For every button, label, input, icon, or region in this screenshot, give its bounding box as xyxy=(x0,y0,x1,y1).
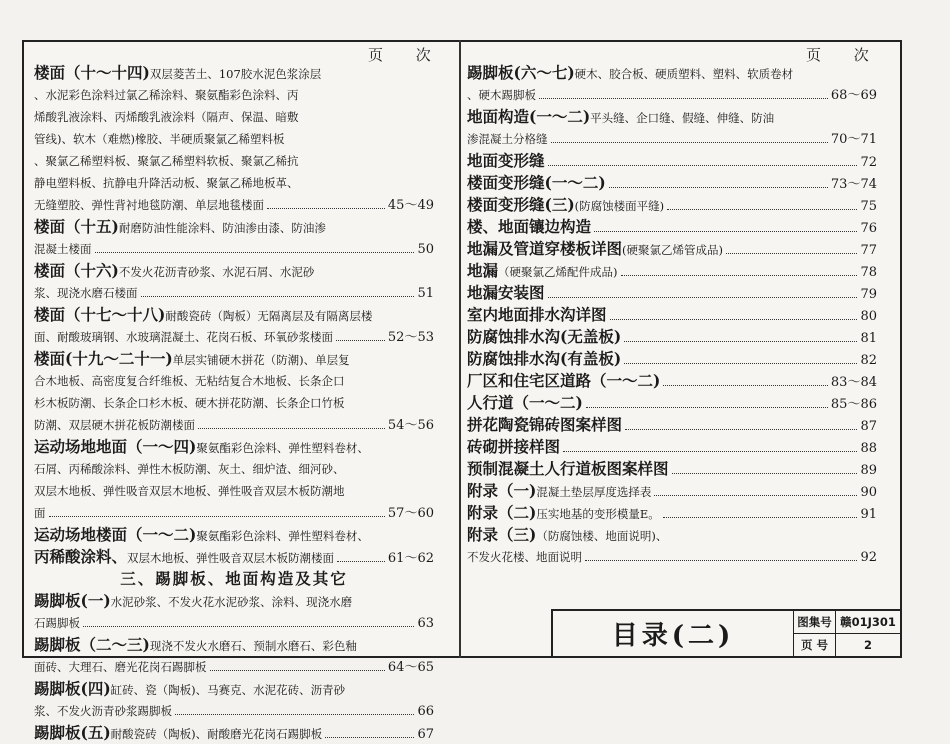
toc-entry-line xyxy=(467,150,877,172)
toc-entry-title: 丙稀酸涂料、 xyxy=(34,547,128,566)
dot-leader xyxy=(198,428,385,429)
toc-entry-line xyxy=(34,128,434,150)
toc-entry-detail: 防潮、双层硬木拼花板防潮楼面 xyxy=(34,418,195,432)
toc-entry[interactable] xyxy=(467,62,877,106)
toc-entry[interactable] xyxy=(467,260,877,282)
toc-entry-detail: 面砖、大理石、磨光花岗石踢脚板 xyxy=(34,660,207,674)
toc-page-number: 90 xyxy=(860,485,877,500)
toc-entry-line xyxy=(467,194,877,216)
toc-entry-line xyxy=(467,238,877,260)
toc-entry-line xyxy=(467,62,877,84)
toc-entry-title: 踢脚板(四) xyxy=(34,679,111,698)
toc-entry-title: 预制混凝土人行道板图案样图 xyxy=(467,459,669,478)
toc-entry[interactable] xyxy=(467,172,877,194)
toc-page-number: 87 xyxy=(860,419,877,434)
toc-entry-detail: 烯酸乳液涂料、丙烯酸乳液涂料（隔声、保温、暗敷 xyxy=(34,110,299,124)
section-heading: 三、踢脚板、地面构造及其它 xyxy=(120,569,348,588)
toc-entry[interactable] xyxy=(467,194,877,216)
toc-entry-detail: 不发火花楼、地面说明 xyxy=(467,550,582,564)
dot-leader xyxy=(548,165,858,166)
toc-entry-title: 运动场地地面（一～四) xyxy=(34,437,197,456)
toc-page-number: 73～74 xyxy=(830,177,877,192)
dot-leader xyxy=(672,473,858,474)
toc-entry[interactable] xyxy=(467,436,877,458)
toc-entry-line xyxy=(34,150,434,172)
toc-entry-detail: 管线)、软木（难燃)橡胶、半硬质聚氯乙稀塑料板 xyxy=(34,132,285,146)
toc-entry-title: 楼面（十～十四) xyxy=(34,63,150,82)
toc-entry[interactable] xyxy=(467,326,877,348)
toc-entry-detail: 面、耐酸玻璃钢、水玻璃混凝土、花岗石板、环氧砂浆楼面 xyxy=(34,330,333,344)
toc-entry-line xyxy=(467,480,877,502)
toc-page-number: 79 xyxy=(860,287,877,302)
toc-page-number: 50 xyxy=(417,242,434,257)
toc-entry-detail: 单层实铺硬木拼花（防潮)、单层复 xyxy=(172,353,350,367)
toc-entry-title: 砖砌拼接样图 xyxy=(467,437,561,456)
toc-page-number: 45～49 xyxy=(387,198,434,213)
toc-entry-detail: 混凝土楼面 xyxy=(34,242,92,256)
toc-entry-detail: 静电塑料板、抗静电升降活动板、聚氯乙稀地板革、 xyxy=(34,176,299,190)
toc-entry-detail: 浆、现浇水磨石楼面 xyxy=(34,286,138,300)
toc-entry[interactable] xyxy=(467,458,877,480)
toc-entry-line xyxy=(467,172,877,194)
title-block xyxy=(551,609,900,656)
toc-entry-line xyxy=(467,128,877,150)
toc-entry[interactable] xyxy=(34,260,434,304)
toc-entry-line xyxy=(467,282,877,304)
toc-entry-line xyxy=(34,304,434,326)
toc-entry-line xyxy=(34,238,434,260)
toc-entry-title: 楼面变形缝(一～二) xyxy=(467,173,606,192)
dot-leader xyxy=(563,451,857,452)
toc-entry-line xyxy=(34,414,434,436)
toc-entry-line xyxy=(34,678,434,700)
toc-entry-line xyxy=(34,62,434,84)
toc-entry-title: 附录（一) xyxy=(467,481,537,500)
toc-entry-line xyxy=(467,458,877,480)
toc-entry[interactable] xyxy=(34,436,434,524)
toc-entry-detail: 、聚氯乙稀塑料板、聚氯乙稀塑料软板、聚氯乙稀抗 xyxy=(34,154,299,168)
toc-entry-title: 踢脚板(六～七) xyxy=(467,63,575,82)
toc-entry-title: 地漏安装图 xyxy=(467,283,545,302)
toc-entry-title: 附录（三) xyxy=(467,525,537,544)
toc-entry-line xyxy=(34,656,434,678)
toc-page-number: 91 xyxy=(860,507,877,522)
toc-entry-line xyxy=(34,216,434,238)
page-header-left: 页 次 xyxy=(368,46,445,64)
toc-entry[interactable] xyxy=(467,414,877,436)
column-divider xyxy=(459,40,461,658)
toc-entry-line xyxy=(467,260,877,282)
toc-entry-detail: 浆、不发火沥青砂浆踢脚板 xyxy=(34,704,172,718)
toc-entry-line xyxy=(467,546,877,568)
toc-entry-detail: 、硬木踢脚板 xyxy=(467,88,536,102)
toc-entry[interactable] xyxy=(467,370,877,392)
drawing-title: 目录(二) xyxy=(553,611,794,656)
toc-entry[interactable] xyxy=(34,722,434,744)
dot-leader xyxy=(621,275,858,276)
dot-leader xyxy=(654,495,857,496)
dot-leader xyxy=(586,407,828,408)
page-header-right: 页 次 xyxy=(806,46,883,64)
toc-entry-detail: （防腐蚀楼、地面说明)、 xyxy=(536,529,668,543)
toc-entry-line xyxy=(467,304,877,326)
dot-leader xyxy=(141,296,415,297)
dot-leader xyxy=(667,209,857,210)
dot-leader xyxy=(337,561,385,562)
toc-page-number: 76 xyxy=(860,221,877,236)
toc-entry-title: 踢脚板(五) xyxy=(34,723,111,742)
toc-entry-line xyxy=(34,612,434,634)
toc-entry[interactable] xyxy=(467,216,877,238)
toc-page-number: 52～53 xyxy=(387,330,434,345)
toc-entry-line xyxy=(34,392,434,414)
toc-page-number: 51 xyxy=(417,286,434,301)
dot-leader xyxy=(325,737,414,738)
toc-entry-detail: 聚氨酯彩色涂料、弹性塑料卷材、 xyxy=(196,529,369,543)
toc-entry-line xyxy=(467,106,877,128)
atlas-number-value: 赣01J301 xyxy=(836,611,900,634)
toc-entry-detail: 缸砖、瓷（陶板)、马赛克、水泥花砖、沥青砂 xyxy=(110,683,346,697)
toc-entry-detail: 聚氨酯彩色涂料、弹性塑料卷材、 xyxy=(196,441,369,455)
dot-leader xyxy=(663,517,858,518)
toc-entry-detail: 水泥砂浆、不发火花水泥砂浆、涂料、现浇水磨 xyxy=(110,595,353,609)
toc-entry-detail: 硬木、胶合板、硬质塑料、塑料、软质卷材 xyxy=(574,67,794,81)
toc-entry[interactable] xyxy=(467,392,877,414)
toc-entry[interactable] xyxy=(467,150,877,172)
toc-page-number: 83～84 xyxy=(830,375,877,390)
toc-entry-title: 楼面变形缝(三) xyxy=(467,195,575,214)
toc-entry-line xyxy=(34,546,434,568)
toc-entry-detail: 不发火花沥青砂浆、水泥石屑、水泥砂 xyxy=(118,265,315,279)
page-number-label: 页 号 xyxy=(794,634,836,656)
toc-entry-title: 踢脚板(一) xyxy=(34,591,111,610)
dot-leader xyxy=(539,98,828,99)
toc-page-number: 75 xyxy=(860,199,877,214)
toc-entry-detail: (防腐蚀楼面平缝) xyxy=(574,199,665,213)
toc-page-number: 68～69 xyxy=(830,88,877,103)
toc-entry[interactable] xyxy=(34,62,434,216)
toc-page-number: 64～65 xyxy=(387,660,434,675)
toc-entry-line xyxy=(34,348,434,370)
toc-entry-line xyxy=(467,216,877,238)
dot-leader xyxy=(663,385,828,386)
dot-leader xyxy=(609,187,828,188)
toc-entry-line xyxy=(34,502,434,524)
toc-entry-detail: 耐酸瓷砖（陶板)、耐酸磨光花岗石踢脚板 xyxy=(110,727,323,741)
toc-page-number: 77 xyxy=(860,243,877,258)
toc-entry-detail: 现浇不发火水磨石、预制水磨石、彩色釉 xyxy=(149,639,357,653)
toc-entry-detail: 合木地板、高密度复合纤维板、无粘结复合木地板、长条企口 xyxy=(34,374,345,388)
toc-entry-line xyxy=(34,260,434,282)
toc-entry-line xyxy=(34,436,434,458)
toc-entry-detail: 耐磨防油性能涂料、防油渗由漆、防油渗 xyxy=(118,221,326,235)
toc-page-number: 81 xyxy=(860,331,877,346)
toc-entry[interactable] xyxy=(467,282,877,304)
toc-right-column xyxy=(467,62,877,568)
dot-leader xyxy=(624,341,857,342)
toc-entry-line xyxy=(34,326,434,348)
toc-entry-detail: （硬聚氯乙烯配件成品) xyxy=(498,265,618,279)
toc-page-number: 78 xyxy=(860,265,877,280)
toc-entry-title: 地漏及管道穿楼板详图 xyxy=(467,239,623,258)
toc-entry-detail: 石屑、丙稀酸涂料、弹性木板防潮、灰土、细炉渣、细河砂、 xyxy=(34,462,345,476)
toc-entry-title: 楼面(十九～二十一) xyxy=(34,349,173,368)
dot-leader xyxy=(610,319,858,320)
toc-page-number: 82 xyxy=(860,353,877,368)
toc-page-number: 54～56 xyxy=(387,418,434,433)
dot-leader xyxy=(95,252,415,253)
toc-entry[interactable] xyxy=(467,524,877,568)
toc-entry-detail: 双层木地板、弹性吸音双层木板防潮楼面 xyxy=(127,551,335,565)
toc-entry-line xyxy=(467,326,877,348)
toc-page-number: 67 xyxy=(417,727,434,742)
toc-entry-title: 运动场地楼面（一～二) xyxy=(34,525,197,544)
dot-leader xyxy=(175,714,414,715)
toc-entry[interactable] xyxy=(34,590,434,634)
toc-entry-title: 防腐蚀排水沟(有盖板) xyxy=(467,349,622,368)
toc-entry-line xyxy=(467,502,877,524)
toc-entry-line xyxy=(467,414,877,436)
toc-entry-line xyxy=(467,370,877,392)
toc-entry-title: 地面变形缝 xyxy=(467,151,545,170)
atlas-number-label: 图集号 xyxy=(794,611,836,634)
toc-page-number: 61～62 xyxy=(387,551,434,566)
toc-entry-line xyxy=(467,392,877,414)
dot-leader xyxy=(548,297,858,298)
toc-entry-detail: 、水泥彩色涂料过氯乙稀涂料、聚氨酯彩色涂料、丙 xyxy=(34,88,299,102)
toc-entry-detail: 混凝土垫层厚度选择表 xyxy=(536,485,652,499)
toc-page-number: 92 xyxy=(860,550,877,565)
dot-leader xyxy=(726,253,857,254)
toc-entry-detail: 渗混凝土分格缝 xyxy=(467,132,548,146)
toc-entry-title: 楼面（十五) xyxy=(34,217,119,236)
toc-entry-detail: 压实地基的变形模量E。 xyxy=(536,507,660,521)
toc-entry[interactable] xyxy=(467,480,877,502)
toc-page-number: 72 xyxy=(860,155,877,170)
toc-entry-detail: 耐酸瓷砖（陶板）无隔离层及有隔离层楼 xyxy=(165,309,373,323)
toc-entry[interactable] xyxy=(34,524,434,568)
toc-entry-line xyxy=(467,436,877,458)
toc-entry-title: 踢脚板（二～三) xyxy=(34,635,150,654)
toc-entry[interactable] xyxy=(467,304,877,326)
page-number-value: 2 xyxy=(863,638,872,652)
toc-entry-detail: 无缝塑胶、弹性背衬地毯防潮、单层地毯楼面 xyxy=(34,198,264,212)
toc-entry[interactable] xyxy=(34,348,434,436)
toc-entry-title: 拼花陶瓷锦砖图案样图 xyxy=(467,415,623,434)
toc-entry[interactable] xyxy=(34,634,434,678)
toc-entry[interactable] xyxy=(34,304,434,348)
toc-entry-detail: 双层木地板、弹性吸音双层木地板、弹性吸音双层木板防潮地 xyxy=(34,484,345,498)
toc-page-number: 88 xyxy=(860,441,877,456)
toc-entry-line xyxy=(34,194,434,216)
toc-page-number: 85～86 xyxy=(830,397,877,412)
toc-page-number: 80 xyxy=(860,309,877,324)
toc-entry-detail: 面 xyxy=(34,506,46,520)
toc-entry-detail: 杉木板防潮、长条企口杉木板、硬木拼花防潮、长条企口竹板 xyxy=(34,396,345,410)
toc-entry-title: 地面构造(一～二) xyxy=(467,107,591,126)
toc-page-number: 89 xyxy=(860,463,877,478)
toc-entry[interactable] xyxy=(467,348,877,370)
toc-entry-title: 地漏 xyxy=(467,261,499,280)
toc-entry-line xyxy=(34,282,434,304)
dot-leader xyxy=(210,670,385,671)
toc-entry-line xyxy=(34,458,434,480)
toc-entry-line xyxy=(467,524,877,546)
toc-entry-title: 防腐蚀排水沟(无盖板) xyxy=(467,327,622,346)
toc-entry-title: 室内地面排水沟详图 xyxy=(467,305,607,324)
toc-entry[interactable] xyxy=(467,502,877,524)
toc-entry-line xyxy=(34,106,434,128)
toc-page-number: 70～71 xyxy=(830,132,877,147)
toc-page-number: 57～60 xyxy=(387,506,434,521)
toc-entry-line xyxy=(34,370,434,392)
toc-entry-detail: (硬聚氯乙烯管成品) xyxy=(622,243,723,257)
toc-entry-detail: 石踢脚板 xyxy=(34,616,80,630)
dot-leader xyxy=(49,516,385,517)
toc-entry[interactable] xyxy=(34,678,434,722)
toc-entry-line xyxy=(467,84,877,106)
toc-entry-title: 厂区和住宅区道路（一～二) xyxy=(467,371,661,390)
toc-entry-line xyxy=(34,722,434,744)
toc-entry-title: 楼面（十七～十八) xyxy=(34,305,166,324)
toc-entry-line xyxy=(34,590,434,612)
toc-entry-line xyxy=(34,480,434,502)
dot-leader xyxy=(585,560,857,561)
toc-entry-title: 楼面（十六) xyxy=(34,261,119,280)
toc-entry[interactable] xyxy=(467,106,877,150)
dot-leader xyxy=(83,626,414,627)
toc-entry-title: 楼、地面镶边构造 xyxy=(467,217,592,236)
toc-entry-line xyxy=(34,84,434,106)
toc-page-number: 66 xyxy=(417,704,434,719)
dot-leader xyxy=(267,208,385,209)
toc-entry-line xyxy=(34,524,434,546)
toc-entry-title: 附录（二) xyxy=(467,503,537,522)
toc-page-number: 63 xyxy=(417,616,434,631)
toc-entry-detail: 平头缝、企口缝、假缝、伸缝、防油 xyxy=(590,111,775,125)
toc-entry-title: 人行道（一～二) xyxy=(467,393,583,412)
dot-leader xyxy=(625,429,857,430)
toc-entry[interactable] xyxy=(34,216,434,260)
dot-leader xyxy=(594,231,857,232)
toc-entry-line xyxy=(34,172,434,194)
toc-entry-line xyxy=(467,348,877,370)
dot-leader xyxy=(551,142,828,143)
toc-left-column xyxy=(34,62,434,744)
toc-entry-line xyxy=(34,634,434,656)
dot-leader xyxy=(336,340,385,341)
dot-leader xyxy=(624,363,857,364)
toc-entry-detail: 双层菱苦土、107胶水泥色浆涂层 xyxy=(149,67,322,81)
toc-entry-line xyxy=(34,700,434,722)
toc-entry[interactable] xyxy=(467,238,877,260)
